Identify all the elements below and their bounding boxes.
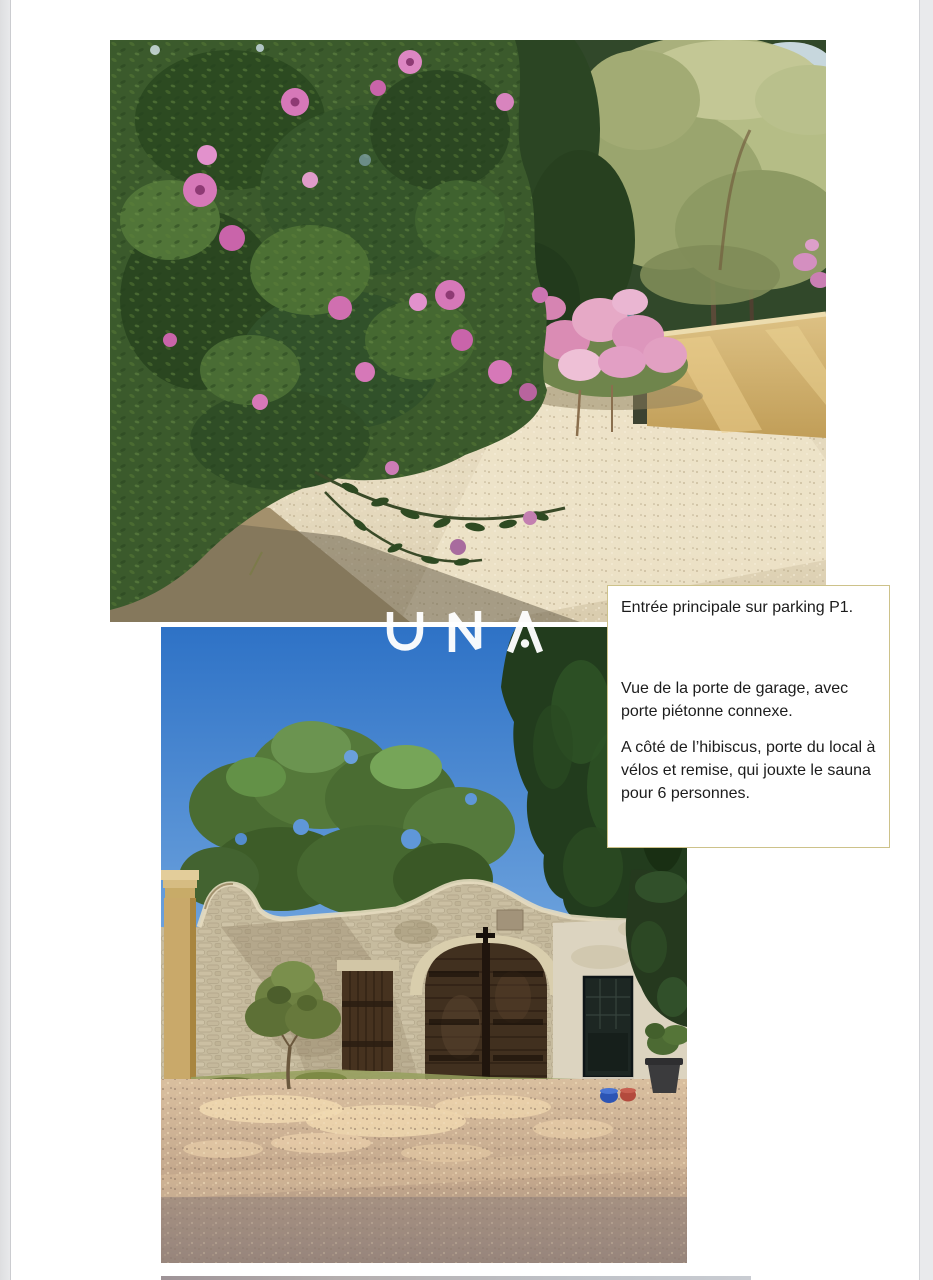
caption-paragraph-entrance: Entrée principale sur parking P1. <box>621 599 854 616</box>
caption-paragraph-garage: Vue de la porte de garage, avec porte piétonne connexe. <box>621 680 849 720</box>
caption-text-box <box>607 585 890 848</box>
shed-door <box>337 960 399 1071</box>
left-gate-pillar <box>161 870 199 1097</box>
una-letters <box>390 611 540 652</box>
caption-paragraph-bike-shed: A côté de l’hibiscus, porte du local à vélos et remise, qui jouxte le sauna pour 6 personnes. <box>621 739 876 802</box>
letter-n <box>452 611 478 652</box>
una-logo-watermark <box>386 611 544 653</box>
next-photo-sliver <box>161 1276 751 1280</box>
gravel-courtyard <box>161 1079 687 1263</box>
garage-door <box>403 927 569 1099</box>
photo-garden-parking <box>110 40 826 622</box>
page-edge-left <box>0 0 11 1280</box>
page-edge-right <box>919 0 933 1280</box>
letter-u <box>390 612 420 648</box>
letter-a-dot <box>521 639 529 647</box>
